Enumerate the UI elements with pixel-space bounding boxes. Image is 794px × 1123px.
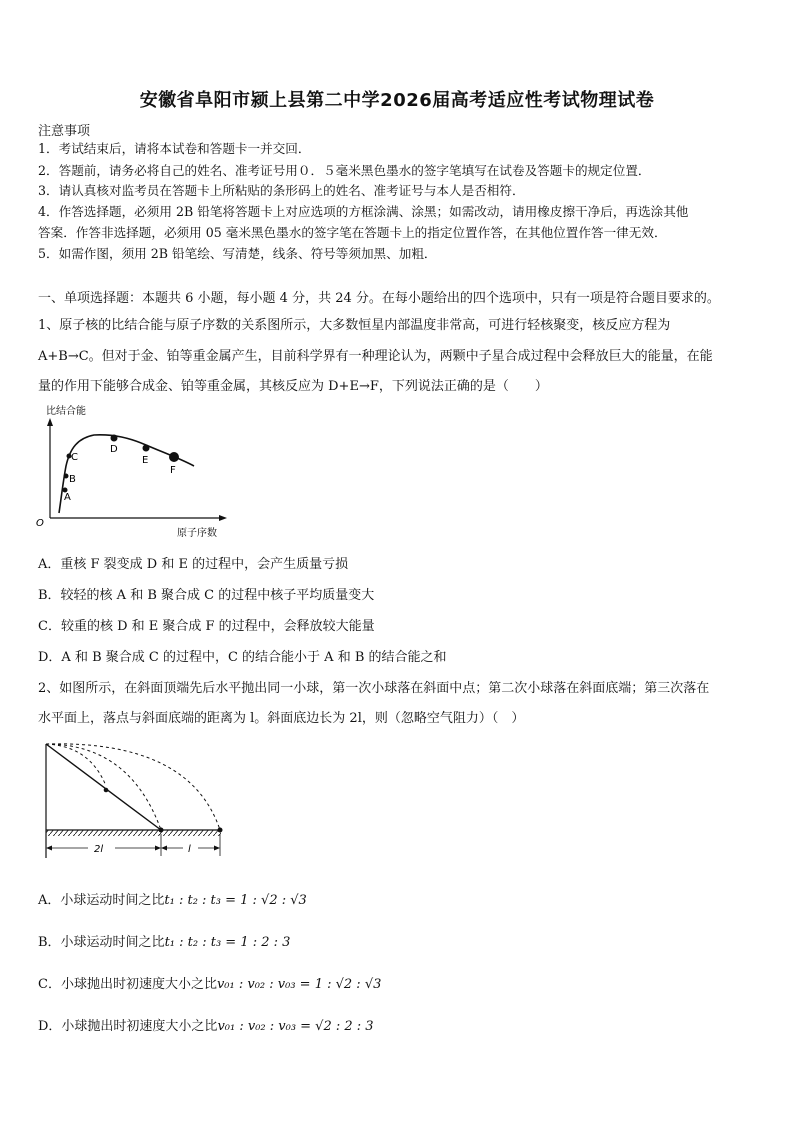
- trajectory-3: [46, 744, 220, 830]
- notice-item-5: 5．如需作图，须用 2B 铅笔绘、写清楚，线条、符号等须加黑、加粗．: [38, 246, 437, 261]
- q2-option-b-text: B．小球运动时间之比: [38, 935, 165, 950]
- q1-option-d: D．A 和 B 聚合成 C 的过程中，C 的结合能小于 A 和 B 的结合能之和: [38, 650, 447, 665]
- figure1-x-arrow: [219, 515, 227, 521]
- notice-heading: 注意事项: [38, 124, 91, 139]
- q2-option-c: [38, 973, 381, 992]
- notice-item-2: 2．答题前，请务必将自己的姓名、准考证号用０．５毫米黑色墨水的签字笔填写在试卷及答题卡的规定位置．: [38, 163, 651, 178]
- dim-arrow-right: [214, 846, 220, 851]
- label-f: F: [170, 465, 176, 476]
- dim-arrow-mid-left: [155, 846, 161, 851]
- q2-option-a-formula: t₁ : t₂ : t₃ = 1 : √2 : √3: [164, 893, 307, 908]
- binding-energy-figure: [34, 400, 234, 542]
- q1-line-1: 1、原子核的比结合能与原子序数的关系图所示，大多数恒星内部温度非常高，可进行轻核聚变，核反应方程为: [38, 318, 671, 333]
- dim-label-2l: 2l: [94, 844, 104, 855]
- q2-option-d: [38, 1015, 374, 1034]
- landing-point-3: [218, 828, 223, 833]
- q1-line-2: A+B→C。但对于金、铂等重金属产生，目前科学界有一种理论认为，两颗中子星合成过程中会释放巨大的能量，在能: [38, 349, 713, 364]
- notice-item-3: 3．请认真核对监考员在答题卡上所粘贴的条形码上的姓名、准考证号与本人是否相符．: [38, 183, 525, 198]
- landing-point-2: [159, 828, 164, 833]
- point-d: [111, 435, 118, 442]
- dim-arrow-left: [46, 846, 52, 851]
- dim-label-l: l: [188, 844, 191, 855]
- q2-line-1: 2、如图所示，在斜面顶端先后水平抛出同一小球，第一次小球落在斜面中点；第二次小球落在斜面底端；第三次落在: [38, 681, 710, 696]
- figure1-ylabel: 比结合能: [46, 406, 86, 417]
- q1-line-3: 量的作用下能够合成金、铂等重金属，其核反应为 D+E→F，下列说法正确的是（ ）: [38, 379, 548, 394]
- q2-option-b-formula: t₁ : t₂ : t₃ = 1 : 2 : 3: [164, 935, 291, 950]
- incline-slope: [46, 744, 161, 830]
- q1-option-c: C．较重的核 D 和 E 聚合成 F 的过程中，会释放较大能量: [38, 619, 375, 634]
- figure1-y-arrow: [47, 418, 53, 426]
- notice-item-4-cont: 答案．作答非选择题，必须用 05 毫米黑色墨水的签字笔在答题卡上的指定位置作答，在其他位置作答一律无效．: [38, 225, 667, 240]
- landing-point-1: [104, 788, 109, 793]
- q2-line-2: 水平面上，落点与斜面底端的距离为 l。斜面底边长为 2l，则（忽略空气阻力）（ ）: [38, 711, 525, 726]
- incline-figure: [40, 738, 240, 860]
- q1-option-b: B．较轻的核 A 和 B 聚合成 C 的过程中核子平均质量变大: [38, 588, 375, 603]
- dim-arrow-mid-right: [161, 846, 167, 851]
- point-f: [169, 452, 179, 462]
- label-d: D: [110, 444, 118, 455]
- label-e: E: [142, 455, 149, 466]
- figure1-xlabel: 原子序数: [177, 528, 217, 539]
- q2-option-a: [38, 889, 307, 908]
- q2-option-a-text: A．小球运动时间之比: [38, 893, 165, 908]
- section-heading: 一、单项选择题：本题共 6 小题，每小题 4 分，共 24 分。在每小题给出的四个选项中，只有一项是符合题目要求的。: [38, 291, 720, 306]
- notice-item-1: 1．考试结束后，请将本试卷和答题卡一并交回．: [38, 141, 311, 156]
- point-b: [64, 474, 69, 479]
- q2-option-c-formula: v₀₁ : v₀₂ : v₀₃ = 1 : √2 : √3: [216, 977, 382, 992]
- label-b: B: [69, 474, 76, 485]
- label-a: A: [64, 492, 71, 503]
- point-e: [143, 445, 150, 452]
- q2-option-c-text: C．小球抛出时初速度大小之比: [38, 977, 217, 992]
- q2-option-b: [38, 931, 290, 950]
- page-title: 安徽省阜阳市颍上县第二中学2026届高考适应性考试物理试卷: [139, 90, 655, 111]
- q1-option-a: A．重核 F 裂变成 D 和 E 的过程中，会产生质量亏损: [38, 557, 349, 572]
- q2-option-d-text: D．小球抛出时初速度大小之比: [38, 1019, 218, 1034]
- notice-item-4: 4．作答选择题，必须用 2B 铅笔将答题卡上对应选项的方框涂满、涂黑；如需改动，请用橡皮擦干净后，再选涂其他: [38, 204, 689, 219]
- figure1-origin: O: [36, 518, 44, 529]
- ground-hatch: [46, 830, 221, 836]
- label-c: C: [71, 452, 78, 463]
- q2-option-d-formula: v₀₁ : v₀₂ : v₀₃ = √2 : 2 : 3: [217, 1019, 374, 1034]
